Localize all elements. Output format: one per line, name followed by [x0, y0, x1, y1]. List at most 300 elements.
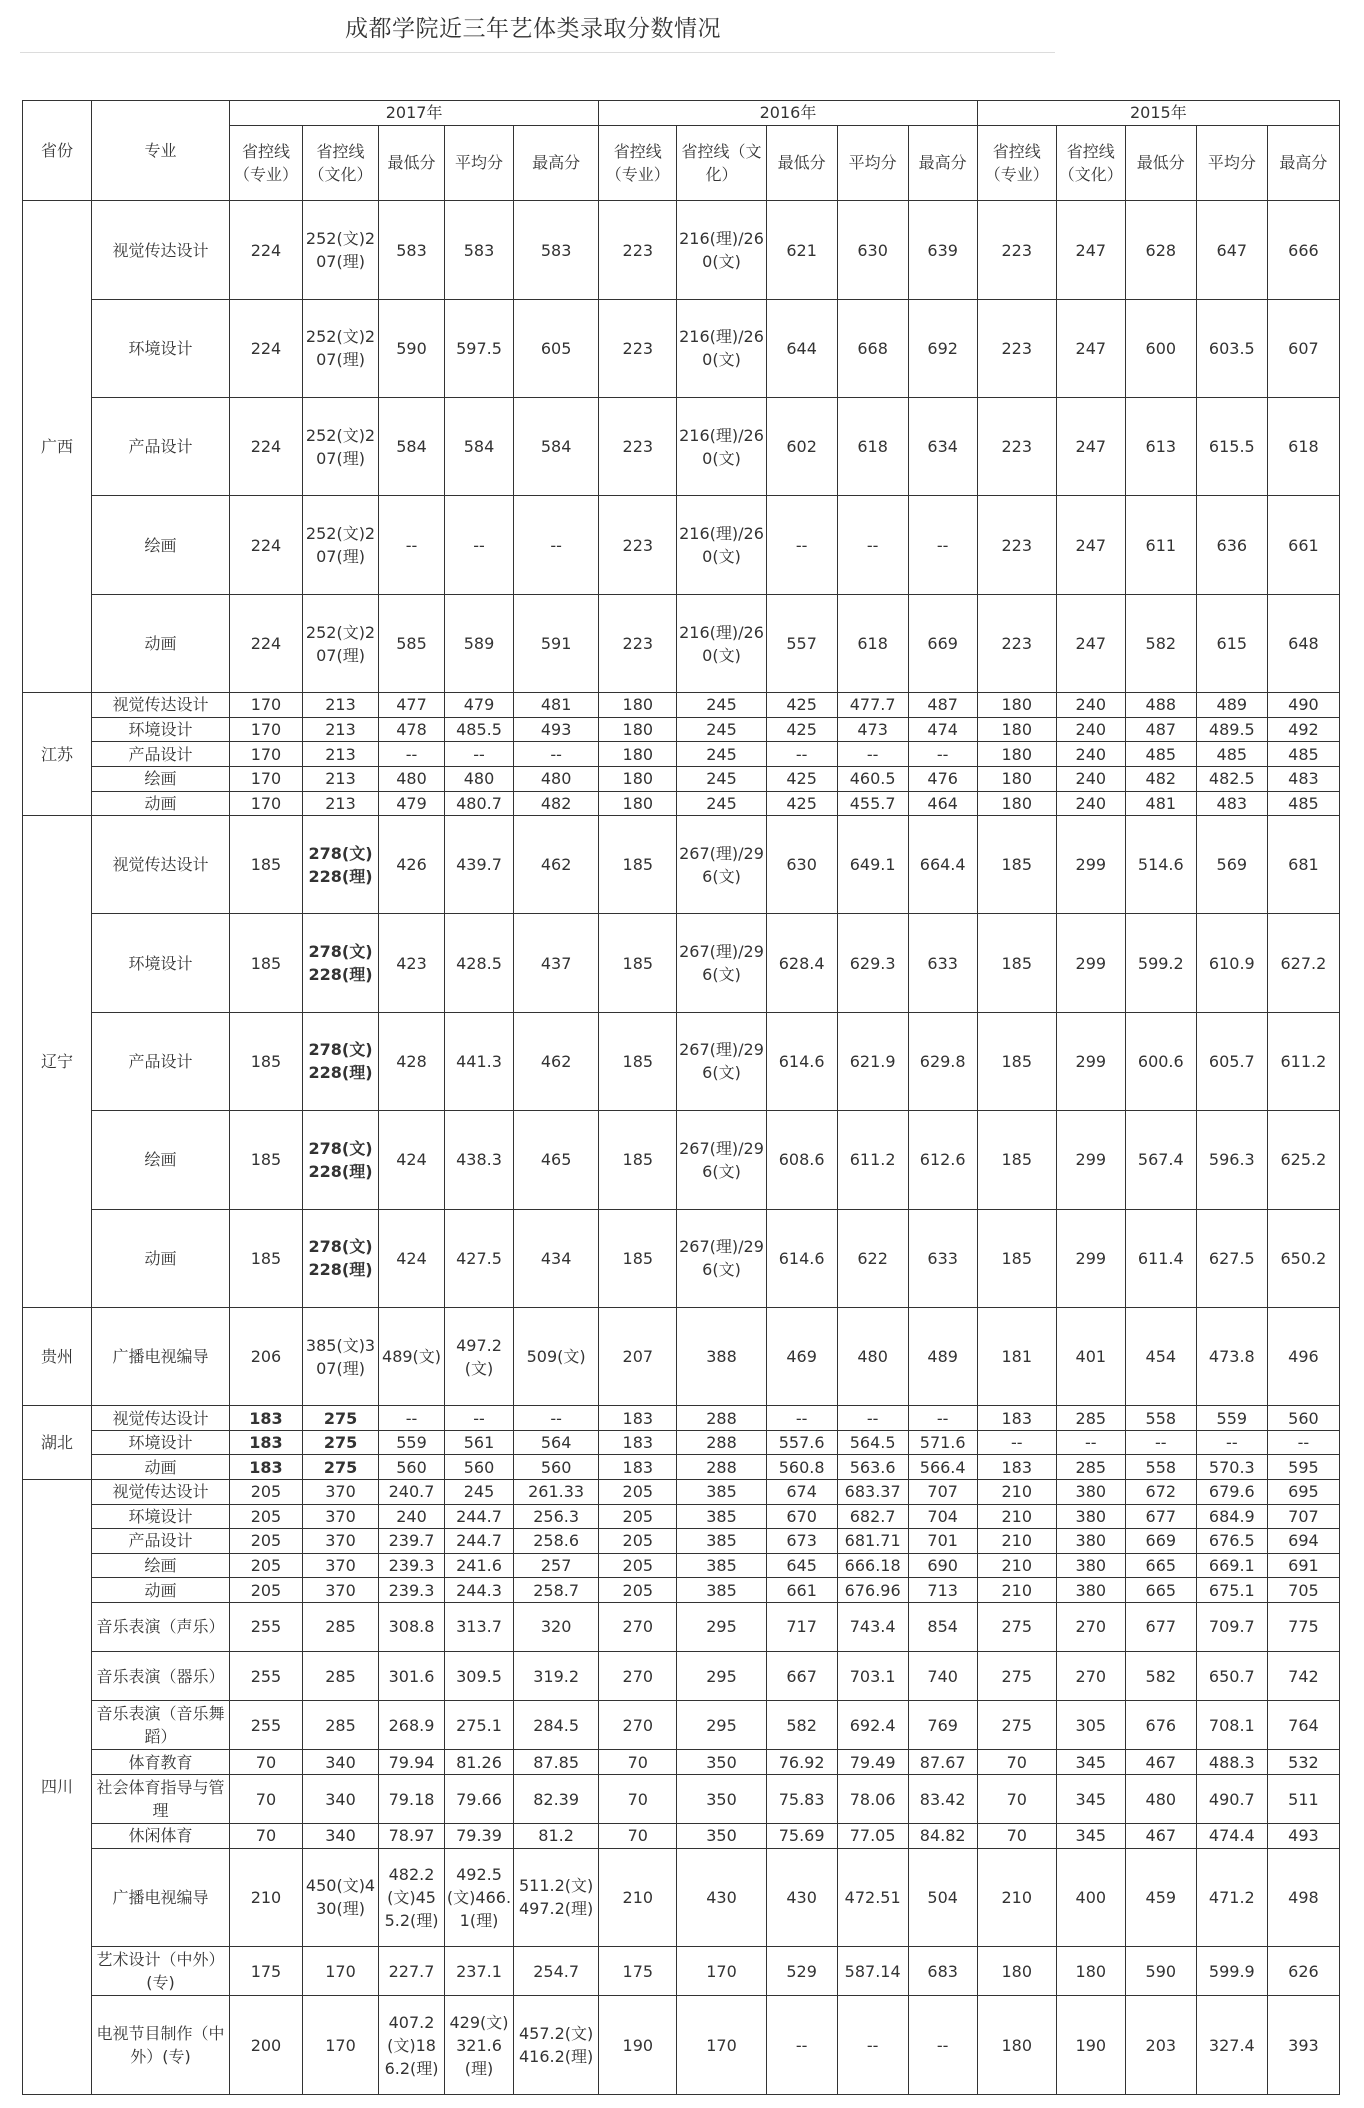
score-cell: 275: [977, 1701, 1056, 1750]
score-cell: 180: [977, 717, 1056, 742]
score-cell: 254.7: [513, 1947, 598, 1996]
major-cell: 产品设计: [91, 398, 229, 496]
score-cell: 681: [1267, 816, 1339, 914]
score-cell: --: [379, 742, 445, 767]
score-cell: 170: [229, 693, 302, 718]
score-cell: 584: [379, 398, 445, 496]
score-cell: 610.9: [1196, 914, 1267, 1012]
score-cell: 207: [599, 1307, 677, 1405]
score-cell: 483: [1196, 791, 1267, 816]
score-cell: 603.5: [1196, 299, 1267, 397]
score-cell: 438.3: [445, 1111, 514, 1209]
score-cell: 529: [766, 1947, 837, 1996]
score-cell: 611.2: [1267, 1012, 1339, 1110]
score-cell: 854: [908, 1602, 977, 1651]
score-cell: --: [766, 496, 837, 594]
score-cell: --: [908, 496, 977, 594]
score-cell: 474.4: [1196, 1824, 1267, 1849]
score-cell: 180: [977, 791, 1056, 816]
header-year: 2015年: [977, 101, 1339, 126]
score-cell: 79.94: [379, 1750, 445, 1775]
table-row: [23, 1209, 1340, 1307]
score-cell: --: [445, 1406, 514, 1431]
score-cell: 627.5: [1196, 1209, 1267, 1307]
score-cell: 180: [977, 1996, 1056, 2095]
score-cell: 485: [1125, 742, 1196, 767]
major-cell: 视觉传达设计: [91, 1479, 229, 1504]
score-cell: 252(文)207(理): [302, 496, 378, 594]
score-cell: 563.6: [837, 1455, 908, 1480]
score-cell: --: [837, 742, 908, 767]
province-cell: 湖北: [23, 1406, 92, 1480]
score-cell: 441.3: [445, 1012, 514, 1110]
score-cell: 400: [1056, 1848, 1125, 1946]
score-cell: 213: [302, 791, 378, 816]
score-cell: 216(理)/260(文): [677, 299, 766, 397]
score-cell: 677: [1125, 1504, 1196, 1529]
score-cell: 612.6: [908, 1111, 977, 1209]
score-cell: 78.97: [379, 1824, 445, 1849]
score-cell: 490.7: [1196, 1774, 1267, 1823]
score-cell: 240: [1056, 766, 1125, 791]
score-cell: 618: [1267, 398, 1339, 496]
table-row: [23, 693, 1340, 718]
score-cell: 380: [1056, 1553, 1125, 1578]
score-cell: 75.69: [766, 1824, 837, 1849]
table-row: [23, 1504, 1340, 1529]
score-cell: 511.2(文)497.2(理): [513, 1848, 598, 1946]
score-cell: 258.7: [513, 1578, 598, 1603]
table-row: [23, 1774, 1340, 1823]
score-cell: 350: [677, 1824, 766, 1849]
score-cell: 70: [599, 1750, 677, 1775]
score-cell: 299: [1056, 1012, 1125, 1110]
score-cell: 434: [513, 1209, 598, 1307]
score-cell: 213: [302, 742, 378, 767]
score-cell: 247: [1056, 201, 1125, 299]
score-cell: 239.3: [379, 1553, 445, 1578]
table-row: [23, 299, 1340, 397]
score-cell: 216(理)/260(文): [677, 594, 766, 692]
score-cell: 664.4: [908, 816, 977, 914]
score-cell: 79.39: [445, 1824, 514, 1849]
score-cell: 180: [977, 766, 1056, 791]
score-cell: 439.7: [445, 816, 514, 914]
score-cell: 691: [1267, 1553, 1339, 1578]
major-cell: 环境设计: [91, 1504, 229, 1529]
score-cell: 621: [766, 201, 837, 299]
score-cell: 669: [908, 594, 977, 692]
score-cell: 70: [599, 1774, 677, 1823]
score-cell: 560: [513, 1455, 598, 1480]
score-cell: 210: [977, 1553, 1056, 1578]
score-cell: 223: [977, 299, 1056, 397]
table-row: [23, 1012, 1340, 1110]
score-cell: 558: [1125, 1455, 1196, 1480]
score-cell: 79.18: [379, 1774, 445, 1823]
score-cell: 450(文)430(理): [302, 1848, 378, 1946]
score-cell: 299: [1056, 816, 1125, 914]
score-cell: 622: [837, 1209, 908, 1307]
score-cell: 308.8: [379, 1602, 445, 1651]
score-cell: 270: [1056, 1652, 1125, 1701]
score-cell: 183: [229, 1406, 302, 1431]
score-cell: 684.9: [1196, 1504, 1267, 1529]
province-cell: 江苏: [23, 693, 92, 816]
score-cell: 769: [908, 1701, 977, 1750]
score-cell: 488.3: [1196, 1750, 1267, 1775]
title-bar: [20, 0, 1055, 53]
score-cell: 170: [302, 1996, 378, 2095]
score-cell: 76.92: [766, 1750, 837, 1775]
score-cell: 170: [229, 766, 302, 791]
score-cell: 489(文): [379, 1307, 445, 1405]
score-cell: 185: [599, 816, 677, 914]
score-cell: 210: [977, 1578, 1056, 1603]
score-cell: 611.4: [1125, 1209, 1196, 1307]
score-cell: 223: [599, 201, 677, 299]
score-cell: 267(理)/296(文): [677, 1209, 766, 1307]
score-cell: 205: [229, 1504, 302, 1529]
header-field: 省控线（专业）: [977, 125, 1056, 201]
major-cell: 视觉传达设计: [91, 201, 229, 299]
score-cell: 480: [513, 766, 598, 791]
major-cell: 音乐表演（声乐）: [91, 1602, 229, 1651]
score-cell: 648: [1267, 594, 1339, 692]
major-cell: 绘画: [91, 766, 229, 791]
score-cell: 472.51: [837, 1848, 908, 1946]
score-cell: 424: [379, 1111, 445, 1209]
score-cell: 479: [445, 693, 514, 718]
score-cell: 247: [1056, 496, 1125, 594]
score-cell: 459: [1125, 1848, 1196, 1946]
score-cell: 270: [1056, 1602, 1125, 1651]
score-cell: 180: [599, 717, 677, 742]
score-cell: 81.2: [513, 1824, 598, 1849]
score-cell: 464: [908, 791, 977, 816]
table-row: [23, 594, 1340, 692]
score-cell: 587.14: [837, 1947, 908, 1996]
score-cell: 704: [908, 1504, 977, 1529]
score-cell: 278(文)228(理): [302, 914, 378, 1012]
score-cell: 639: [908, 201, 977, 299]
score-cell: 210: [599, 1848, 677, 1946]
score-cell: --: [977, 1430, 1056, 1455]
score-cell: --: [766, 1996, 837, 2095]
score-cell: 583: [513, 201, 598, 299]
score-cell: 84.82: [908, 1824, 977, 1849]
score-cell: 564.5: [837, 1430, 908, 1455]
major-cell: 动画: [91, 594, 229, 692]
score-cell: 473.8: [1196, 1307, 1267, 1405]
score-cell: 81.26: [445, 1750, 514, 1775]
header-row-years: [23, 101, 1340, 126]
score-cell: 471.2: [1196, 1848, 1267, 1946]
score-cell: 428: [379, 1012, 445, 1110]
header-field: 省控线（专业）: [229, 125, 302, 201]
score-cell: 380: [1056, 1578, 1125, 1603]
score-cell: 713: [908, 1578, 977, 1603]
header-field: 最高分: [513, 125, 598, 201]
score-cell: 650.2: [1267, 1209, 1339, 1307]
table-row: [23, 1111, 1340, 1209]
table-row: [23, 1455, 1340, 1480]
score-cell: 666.18: [837, 1553, 908, 1578]
score-cell: 70: [229, 1774, 302, 1823]
score-cell: --: [908, 1406, 977, 1431]
score-cell: 247: [1056, 398, 1125, 496]
score-cell: --: [837, 496, 908, 594]
score-cell: 183: [599, 1430, 677, 1455]
score-cell: 430: [677, 1848, 766, 1946]
table-row: [23, 1578, 1340, 1603]
score-cell: --: [908, 1996, 977, 2095]
major-cell: 环境设计: [91, 914, 229, 1012]
score-cell: 83.42: [908, 1774, 977, 1823]
score-cell: 275: [977, 1652, 1056, 1701]
score-cell: --: [766, 742, 837, 767]
score-cell: 605.7: [1196, 1012, 1267, 1110]
table-row: [23, 1701, 1340, 1750]
header-field: 平均分: [837, 125, 908, 201]
score-cell: 557.6: [766, 1430, 837, 1455]
score-cell: 476: [908, 766, 977, 791]
header-year: 2016年: [599, 101, 977, 126]
score-cell: 694: [1267, 1529, 1339, 1554]
score-cell: 370: [302, 1504, 378, 1529]
score-cell: 278(文)228(理): [302, 1012, 378, 1110]
score-cell: 385: [677, 1578, 766, 1603]
score-cell: 647: [1196, 201, 1267, 299]
score-cell: 216(理)/260(文): [677, 398, 766, 496]
score-cell: 245: [677, 742, 766, 767]
score-cell: 244.3: [445, 1578, 514, 1603]
major-cell: 视觉传达设计: [91, 693, 229, 718]
score-cell: 485: [1267, 791, 1339, 816]
score-cell: 223: [599, 496, 677, 594]
score-cell: 240.7: [379, 1479, 445, 1504]
header-field: 最低分: [766, 125, 837, 201]
score-cell: 583: [379, 201, 445, 299]
score-cell: 380: [1056, 1479, 1125, 1504]
major-cell: 广播电视编导: [91, 1848, 229, 1946]
score-cell: 497.2(文): [445, 1307, 514, 1405]
score-cell: 385: [677, 1504, 766, 1529]
score-cell: 583: [445, 201, 514, 299]
table-row: [23, 1529, 1340, 1554]
score-cell: 205: [229, 1479, 302, 1504]
major-cell: 社会体育指导与管理: [91, 1774, 229, 1823]
score-cell: 183: [229, 1455, 302, 1480]
score-cell: 496: [1267, 1307, 1339, 1405]
score-cell: 480: [379, 766, 445, 791]
score-cell: 615: [1196, 594, 1267, 692]
score-cell: 256.3: [513, 1504, 598, 1529]
score-cell: 267(理)/296(文): [677, 914, 766, 1012]
score-cell: 607: [1267, 299, 1339, 397]
score-cell: 313.7: [445, 1602, 514, 1651]
score-cell: 465: [513, 1111, 598, 1209]
score-cell: 210: [977, 1504, 1056, 1529]
score-cell: 385: [677, 1479, 766, 1504]
score-cell: --: [908, 742, 977, 767]
table-row: [23, 1430, 1340, 1455]
score-cell: 462: [513, 1012, 598, 1110]
score-cell: 674: [766, 1479, 837, 1504]
score-cell: 185: [229, 816, 302, 914]
score-cell: 213: [302, 766, 378, 791]
score-cell: 175: [599, 1947, 677, 1996]
score-cell: 560: [379, 1455, 445, 1480]
score-cell: 490: [1267, 693, 1339, 718]
score-cell: 596.3: [1196, 1111, 1267, 1209]
score-cell: 645: [766, 1553, 837, 1578]
score-cell: 180: [1056, 1947, 1125, 1996]
score-cell: 240: [1056, 791, 1125, 816]
score-cell: 345: [1056, 1824, 1125, 1849]
score-cell: 239.3: [379, 1578, 445, 1603]
major-cell: 艺术设计（中外）(专): [91, 1947, 229, 1996]
score-cell: 665: [1125, 1553, 1196, 1578]
score-cell: 350: [677, 1750, 766, 1775]
score-cell: 602: [766, 398, 837, 496]
score-cell: 483: [1267, 766, 1339, 791]
table-row: [23, 1479, 1340, 1504]
score-cell: 278(文)228(理): [302, 816, 378, 914]
score-cell: 299: [1056, 914, 1125, 1012]
score-cell: 670: [766, 1504, 837, 1529]
score-cell: 589: [445, 594, 514, 692]
score-cell: 695: [1267, 1479, 1339, 1504]
score-cell: 70: [977, 1750, 1056, 1775]
score-cell: 227.7: [379, 1947, 445, 1996]
score-cell: 181: [977, 1307, 1056, 1405]
score-cell: 764: [1267, 1701, 1339, 1750]
score-cell: 223: [977, 594, 1056, 692]
score-cell: 240: [379, 1504, 445, 1529]
score-cell: 275: [302, 1455, 378, 1480]
score-cell: 205: [599, 1553, 677, 1578]
score-cell: 560.8: [766, 1455, 837, 1480]
score-cell: 224: [229, 299, 302, 397]
header-field: 最低分: [1125, 125, 1196, 201]
score-cell: 205: [229, 1553, 302, 1578]
score-cell: 690: [908, 1553, 977, 1578]
score-cell: 557: [766, 594, 837, 692]
score-cell: 425: [766, 791, 837, 816]
score-cell: 320: [513, 1602, 598, 1651]
score-cell: 180: [977, 693, 1056, 718]
score-cell: 740: [908, 1652, 977, 1701]
score-cell: 478: [379, 717, 445, 742]
score-cell: 682.7: [837, 1504, 908, 1529]
score-cell: 380: [1056, 1529, 1125, 1554]
score-cell: 407.2(文)186.2(理): [379, 1996, 445, 2095]
score-cell: 170: [229, 717, 302, 742]
major-cell: 绘画: [91, 496, 229, 594]
score-cell: --: [379, 1406, 445, 1431]
score-cell: 170: [677, 1996, 766, 2095]
score-cell: 683: [908, 1947, 977, 1996]
score-cell: 427.5: [445, 1209, 514, 1307]
score-cell: 70: [229, 1750, 302, 1775]
score-cell: 385(文)307(理): [302, 1307, 378, 1405]
score-cell: 532: [1267, 1750, 1339, 1775]
score-cell: 511: [1267, 1774, 1339, 1823]
score-cell: 467: [1125, 1750, 1196, 1775]
score-cell: 679.6: [1196, 1479, 1267, 1504]
score-cell: 630: [837, 201, 908, 299]
score-cell: 185: [977, 914, 1056, 1012]
table-row: [23, 1848, 1340, 1946]
score-cell: 743.4: [837, 1602, 908, 1651]
score-cell: --: [1056, 1430, 1125, 1455]
score-cell: 681.71: [837, 1529, 908, 1554]
score-cell: 485.5: [445, 717, 514, 742]
score-cell: --: [1267, 1430, 1339, 1455]
score-cell: 482: [513, 791, 598, 816]
score-cell: 345: [1056, 1750, 1125, 1775]
major-cell: 产品设计: [91, 1529, 229, 1554]
score-cell: 240: [1056, 717, 1125, 742]
score-cell: 481: [1125, 791, 1196, 816]
score-cell: 628.4: [766, 914, 837, 1012]
score-cell: --: [445, 496, 514, 594]
score-cell: 488: [1125, 693, 1196, 718]
score-cell: 430: [766, 1848, 837, 1946]
admission-scores-table: [22, 100, 1340, 2095]
table-row: [23, 816, 1340, 914]
score-cell: 185: [977, 1209, 1056, 1307]
header-field: 省控线（文化）: [1056, 125, 1125, 201]
score-cell: 742: [1267, 1652, 1339, 1701]
score-cell: 185: [229, 1209, 302, 1307]
score-cell: 630: [766, 816, 837, 914]
score-cell: 210: [977, 1848, 1056, 1946]
score-cell: 560: [1267, 1406, 1339, 1431]
score-cell: 252(文)207(理): [302, 398, 378, 496]
score-cell: 582: [1125, 1652, 1196, 1701]
score-cell: 170: [677, 1947, 766, 1996]
score-cell: 600: [1125, 299, 1196, 397]
score-cell: 210: [977, 1529, 1056, 1554]
score-cell: 180: [599, 766, 677, 791]
table-row: [23, 1406, 1340, 1431]
score-cell: 692: [908, 299, 977, 397]
score-cell: 244.7: [445, 1504, 514, 1529]
score-cell: 582: [766, 1701, 837, 1750]
score-cell: 388: [677, 1307, 766, 1405]
score-cell: 180: [599, 693, 677, 718]
score-cell: 676.96: [837, 1578, 908, 1603]
score-cell: 460.5: [837, 766, 908, 791]
score-cell: 203: [1125, 1996, 1196, 2095]
score-cell: 295: [677, 1602, 766, 1651]
score-cell: 185: [977, 816, 1056, 914]
score-cell: 205: [229, 1529, 302, 1554]
score-cell: 285: [302, 1602, 378, 1651]
score-cell: 492: [1267, 717, 1339, 742]
score-cell: 668: [837, 299, 908, 397]
score-cell: 493: [513, 717, 598, 742]
score-cell: 213: [302, 693, 378, 718]
score-cell: 275: [977, 1602, 1056, 1651]
score-cell: 633: [908, 1209, 977, 1307]
score-cell: 185: [599, 1111, 677, 1209]
header-province: 省份: [23, 101, 92, 201]
score-cell: 82.39: [513, 1774, 598, 1823]
header-field: 省控线（文化）: [677, 125, 766, 201]
